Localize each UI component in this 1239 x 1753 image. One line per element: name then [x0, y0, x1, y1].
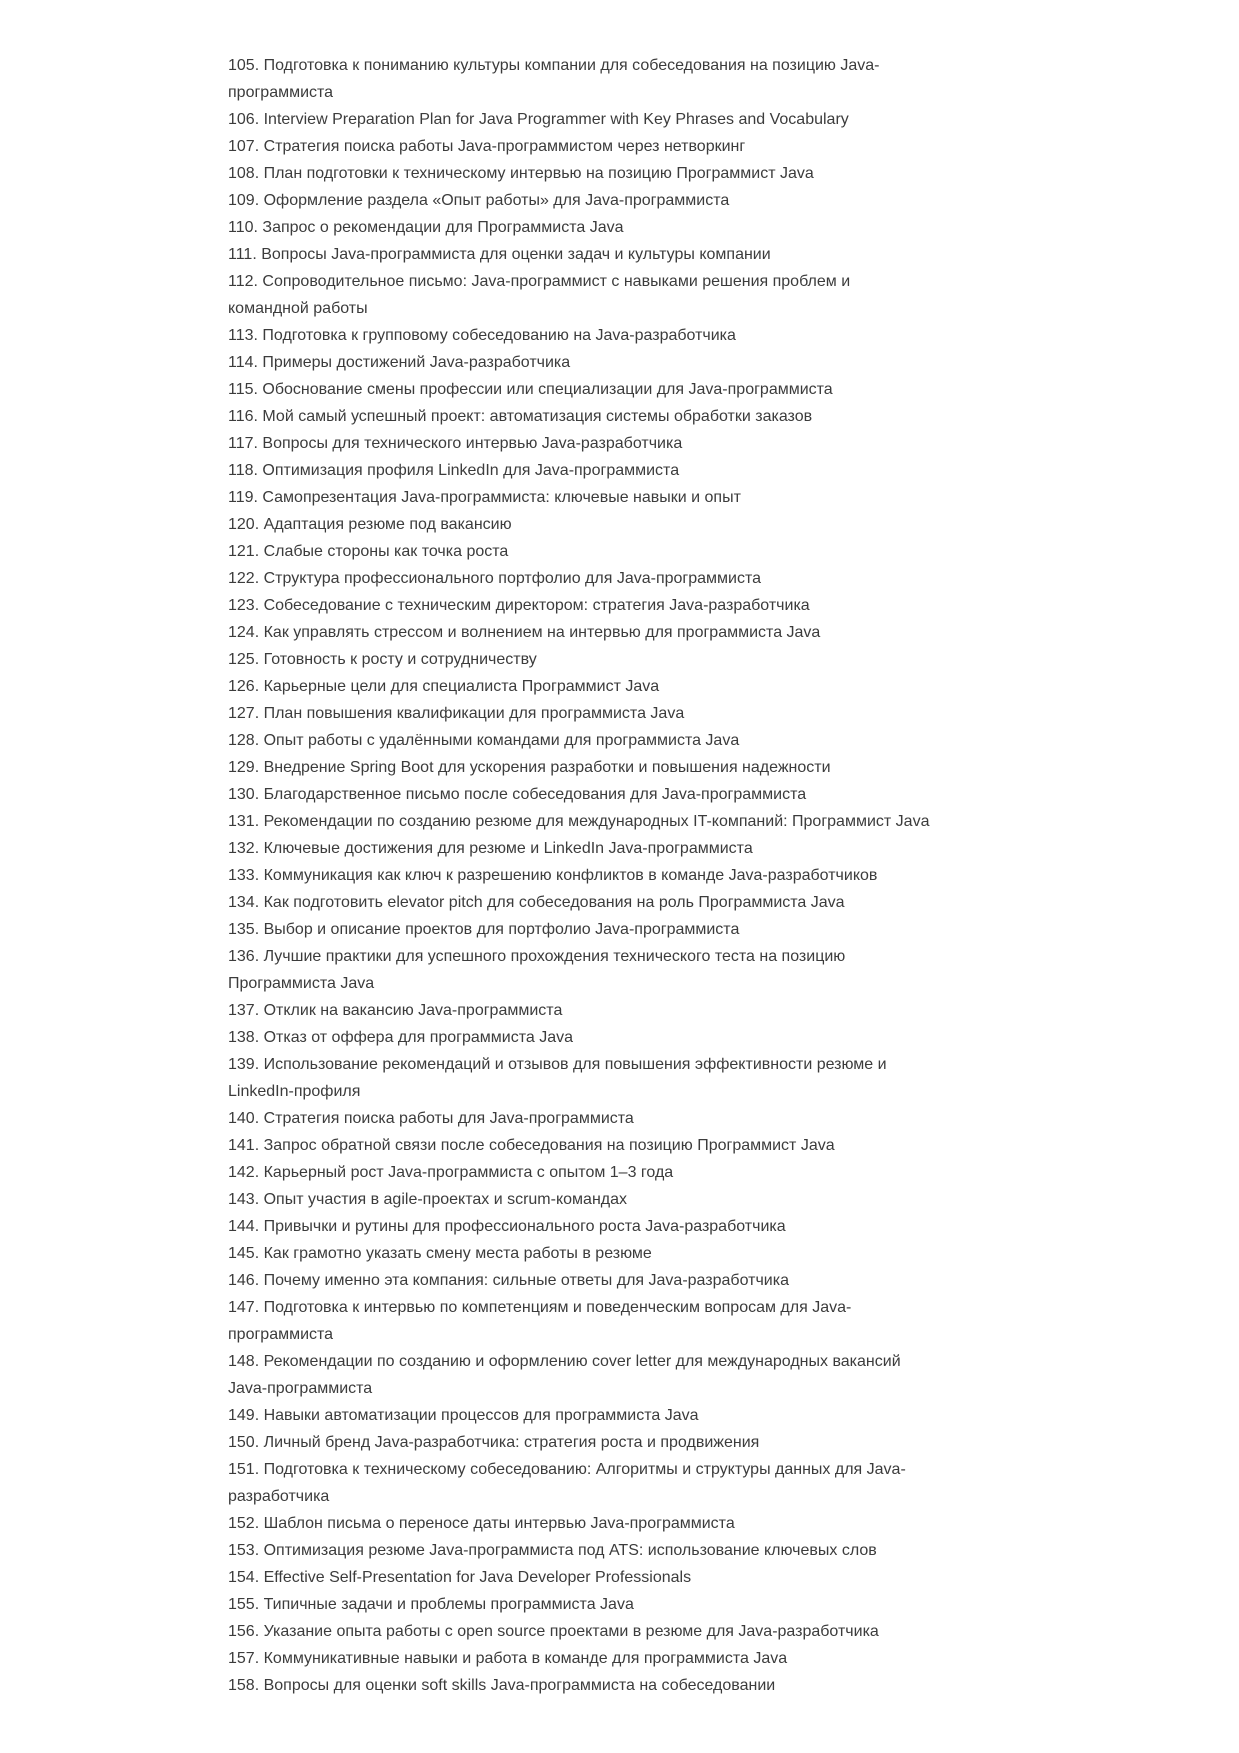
list-item: 143. Опыт участия в agile-проектах и scrum-командах	[228, 1191, 628, 1208]
item-number: 107.	[228, 138, 264, 155]
item-number: 154.	[228, 1569, 264, 1586]
item-number: 119.	[228, 489, 263, 506]
list-item: 116. Мой самый успешный проект: автоматизация системы обработки заказов	[228, 408, 813, 425]
item-number: 113.	[228, 327, 263, 344]
item-number: 134.	[228, 894, 264, 911]
item-number: 118.	[228, 462, 263, 479]
list-item: 119. Самопрезентация Java-программиста: ключевые навыки и опыт	[228, 489, 741, 506]
list-item: 122. Структура профессионального портфолио для Java-программиста	[228, 570, 762, 587]
list-item: 133. Коммуникация как ключ к разрешению конфликтов в команде Java-разработчиков	[228, 867, 878, 884]
list-item: 109. Оформление раздела «Опыт работы» для Java-программиста	[228, 192, 730, 209]
list-item: 145. Как грамотно указать смену места работы в резюме	[228, 1245, 652, 1262]
item-number: 131.	[228, 813, 264, 830]
list-item: 130. Благодарственное письмо после собеседования для Java-программиста	[228, 786, 807, 803]
list-item: 108. План подготовки к техническому интервью на позицию Программист Java	[228, 165, 814, 182]
list-item: 128. Опыт работы с удалёнными командами для программиста Java	[228, 732, 740, 749]
list-item: 110. Запрос о рекомендации для Программиста Java	[228, 219, 624, 236]
item-number: 157.	[228, 1650, 264, 1667]
item-number: 139.	[228, 1056, 264, 1073]
item-number: 136.	[228, 948, 264, 965]
list-item: 152. Шаблон письма о переносе даты интервью Java-программиста	[228, 1515, 735, 1532]
item-number: 145.	[228, 1245, 264, 1262]
item-number: 143.	[228, 1191, 264, 1208]
list-item: 140. Стратегия поиска работы для Java-программиста	[228, 1110, 634, 1127]
list-item: 136. Лучшие практики для успешного прохождения технического теста на позицию Программиста Java	[228, 948, 846, 992]
item-number: 117.	[228, 435, 263, 452]
list-item: 125. Готовность к росту и сотрудничеству	[228, 651, 537, 668]
list-item: 131. Рекомендации по созданию резюме для международных IT-компаний: Программист Java	[228, 813, 930, 830]
item-number: 135.	[228, 921, 264, 938]
item-number: 142.	[228, 1164, 264, 1181]
item-number: 156.	[228, 1623, 264, 1640]
list-item: 148. Рекомендации по созданию и оформлению cover letter для международных вакансий Java-программиста	[228, 1353, 901, 1397]
item-number: 141.	[228, 1137, 264, 1154]
list-item: 112. Сопроводительное письмо: Java-программист с навыками решения проблем и командной работы	[228, 273, 851, 317]
topic-list	[228, 52, 1008, 1699]
list-item: 115. Обоснование смены профессии или специализации для Java-программиста	[228, 381, 833, 398]
item-number: 146.	[228, 1272, 264, 1289]
item-number: 111.	[228, 246, 262, 263]
item-number: 124.	[228, 624, 264, 641]
list-item: 141. Запрос обратной связи после собеседования на позицию Программист Java	[228, 1137, 835, 1154]
item-number: 122.	[228, 570, 264, 587]
item-number: 109.	[228, 192, 264, 209]
item-number: 116.	[228, 408, 263, 425]
item-number: 105.	[228, 57, 264, 74]
item-number: 114.	[228, 354, 263, 371]
list-item: 157. Коммуникативные навыки и работа в команде для программиста Java	[228, 1650, 788, 1667]
item-number: 130.	[228, 786, 264, 803]
item-number: 133.	[228, 867, 264, 884]
item-number: 155.	[228, 1596, 264, 1613]
item-number: 121.	[228, 543, 264, 560]
list-item: 117. Вопросы для технического интервью Java-разработчика	[228, 435, 683, 452]
list-item: 154. Effective Self-Presentation for Java Developer Professionals	[228, 1569, 692, 1586]
list-item: 107. Стратегия поиска работы Java-программистом через нетворкинг	[228, 138, 746, 155]
list-item: 129. Внедрение Spring Boot для ускорения разработки и повышения надежности	[228, 759, 831, 776]
item-number: 149.	[228, 1407, 264, 1424]
list-item: 146. Почему именно эта компания: сильные ответы для Java-разработчика	[228, 1272, 789, 1289]
list-item: 155. Типичные задачи и проблемы программиста Java	[228, 1596, 634, 1613]
list-item: 123. Собеседование с техническим директором: стратегия Java-разработчика	[228, 597, 810, 614]
list-item: 147. Подготовка к интервью по компетенциям и поведенческим вопросам для Java- программиста	[228, 1299, 852, 1343]
list-item: 124. Как управлять стрессом и волнением на интервью для программиста Java	[228, 624, 821, 641]
item-number: 151.	[228, 1461, 264, 1478]
list-item: 126. Карьерные цели для специалиста Программист Java	[228, 678, 660, 695]
item-number: 152.	[228, 1515, 264, 1532]
list-item: 144. Привычки и рутины для профессионального роста Java-разработчика	[228, 1218, 786, 1235]
list-item: 111. Вопросы Java-программиста для оценки задач и культуры компании	[228, 246, 771, 263]
item-number: 138.	[228, 1029, 264, 1046]
list-item: 106. Interview Preparation Plan for Java Programmer with Key Phrases and Vocabulary	[228, 111, 849, 128]
list-item: 142. Карьерный рост Java-программиста с опытом 1–3 года	[228, 1164, 674, 1181]
item-number: 150.	[228, 1434, 264, 1451]
item-number: 129.	[228, 759, 264, 776]
item-number: 120.	[228, 516, 264, 533]
list-item: 120. Адаптация резюме под вакансию	[228, 516, 512, 533]
list-item: 135. Выбор и описание проектов для портфолио Java-программиста	[228, 921, 740, 938]
item-number: 148.	[228, 1353, 264, 1370]
list-item: 132. Ключевые достижения для резюме и LinkedIn Java-программиста	[228, 840, 753, 857]
item-number: 127.	[228, 705, 264, 722]
list-item: 127. План повышения квалификации для программиста Java	[228, 705, 685, 722]
item-number: 123.	[228, 597, 264, 614]
list-item: 118. Оптимизация профиля LinkedIn для Java-программиста	[228, 462, 680, 479]
list-item: 139. Использование рекомендаций и отзывов для повышения эффективности резюме и LinkedIn-профиля	[228, 1056, 887, 1100]
list-item: 113. Подготовка к групповому собеседованию на Java-разработчика	[228, 327, 736, 344]
list-item: 149. Навыки автоматизации процессов для программиста Java	[228, 1407, 699, 1424]
item-number: 144.	[228, 1218, 264, 1235]
list-item: 134. Как подготовить elevator pitch для собеседования на роль Программиста Java	[228, 894, 845, 911]
item-number: 128.	[228, 732, 264, 749]
item-number: 158.	[228, 1677, 264, 1694]
item-number: 106.	[228, 111, 264, 128]
list-item: 156. Указание опыта работы с open source проектами в резюме для Java-разработчика	[228, 1623, 879, 1640]
item-number: 140.	[228, 1110, 264, 1127]
item-number: 108.	[228, 165, 264, 182]
item-number: 153.	[228, 1542, 264, 1559]
list-item: 153. Оптимизация резюме Java-программиста под ATS: использование ключевых слов	[228, 1542, 877, 1559]
item-number: 115.	[228, 381, 263, 398]
item-number: 137.	[228, 1002, 264, 1019]
item-number: 112.	[228, 273, 263, 290]
item-number: 125.	[228, 651, 264, 668]
list-item: 121. Слабые стороны как точка роста	[228, 543, 509, 560]
list-item: 114. Примеры достижений Java-разработчика	[228, 354, 571, 371]
list-item: 151. Подготовка к техническому собеседованию: Алгоритмы и структуры данных для Java- разработчика	[228, 1461, 906, 1505]
item-number: 147.	[228, 1299, 264, 1316]
list-item: 150. Личный бренд Java-разработчика: стратегия роста и продвижения	[228, 1434, 760, 1451]
list-item: 137. Отклик на вакансию Java-программиста	[228, 1002, 563, 1019]
list-item: 158. Вопросы для оценки soft skills Java-программиста на собеседовании	[228, 1677, 776, 1694]
list-item: 105. Подготовка к пониманию культуры компании для собеседования на позицию Java- программиста	[228, 57, 880, 101]
item-number: 110.	[228, 219, 263, 236]
item-number: 126.	[228, 678, 264, 695]
item-number: 132.	[228, 840, 264, 857]
list-item: 138. Отказ от оффера для программиста Java	[228, 1029, 574, 1046]
